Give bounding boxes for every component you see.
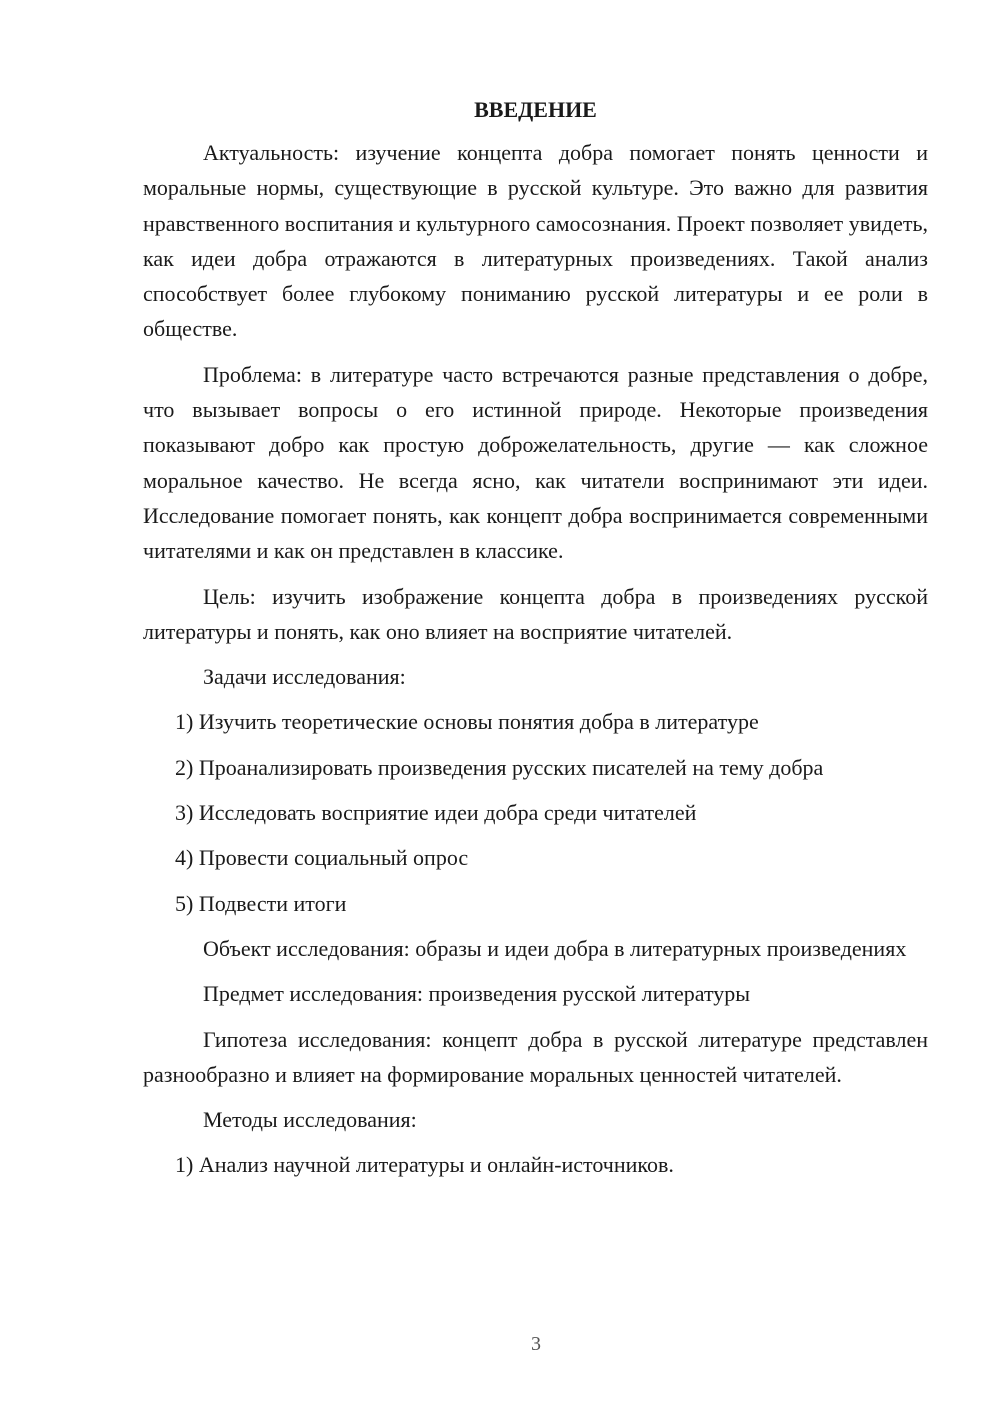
goal-paragraph: Цель: изучить изображение концепта добра в произведениях русской литературы и понять, как оно влияет на восприятие читателей. [143,583,928,644]
methods-heading: Методы исследования: [203,1107,417,1133]
hypothesis-paragraph: Гипотеза исследования: концепт добра в русской литературе представлен разнообразно и влияет на формирование моральных ценностей читателей. [143,1026,928,1087]
relevance-paragraph: Актуальность: изучение концепта добра помогает понять ценности и моральные нормы, существующие в русской культуре. Это важно для развития нравственного воспитания и культурного самосознания. Проект позволяет увидеть, как идеи добра отражаются в литературных произведениях. Такой анализ способствует более глубокому пониманию русской литературы и ее роли в обществе. [143,140,928,342]
list-item: 5) Подвести итоги [175,890,347,916]
methods-list [143,1147,928,1182]
list-item: 1) Анализ научной литературы и онлайн-источников. [175,1152,674,1178]
list-item: 2) Проанализировать произведения русских писателей на тему добра [175,754,824,780]
page-number: 3 [531,1333,541,1355]
list-item: 3) Исследовать восприятие идеи добра среди читателей [175,800,697,826]
object-paragraph: Объект исследования: образы и идеи добра в литературных произведениях [203,935,907,961]
list-item: 4) Провести социальный опрос [175,845,469,871]
tasks-heading: Задачи исследования: [203,664,406,690]
list-item: 1) Изучить теоретические основы понятия добра в литературе [175,709,759,735]
document-page [143,95,928,1193]
problem-paragraph: Проблема: в литературе часто встречаются разные представления о добре, что вызывает вопросы о его истинной природе. Некоторые произведения показывают добро как простую доброжелательность, другие — как сложное моральное качество. Не всегда ясно, как читатели воспринимают эти идеи. Исследование помогает понять, как концепт добра воспринимается современными читателями и как он представлен в классике. [143,361,928,564]
section-heading: ВВЕДЕНИЕ [474,97,597,122]
tasks-list [143,704,928,920]
subject-paragraph: Предмет исследования: произведения русской литературы [203,981,751,1007]
